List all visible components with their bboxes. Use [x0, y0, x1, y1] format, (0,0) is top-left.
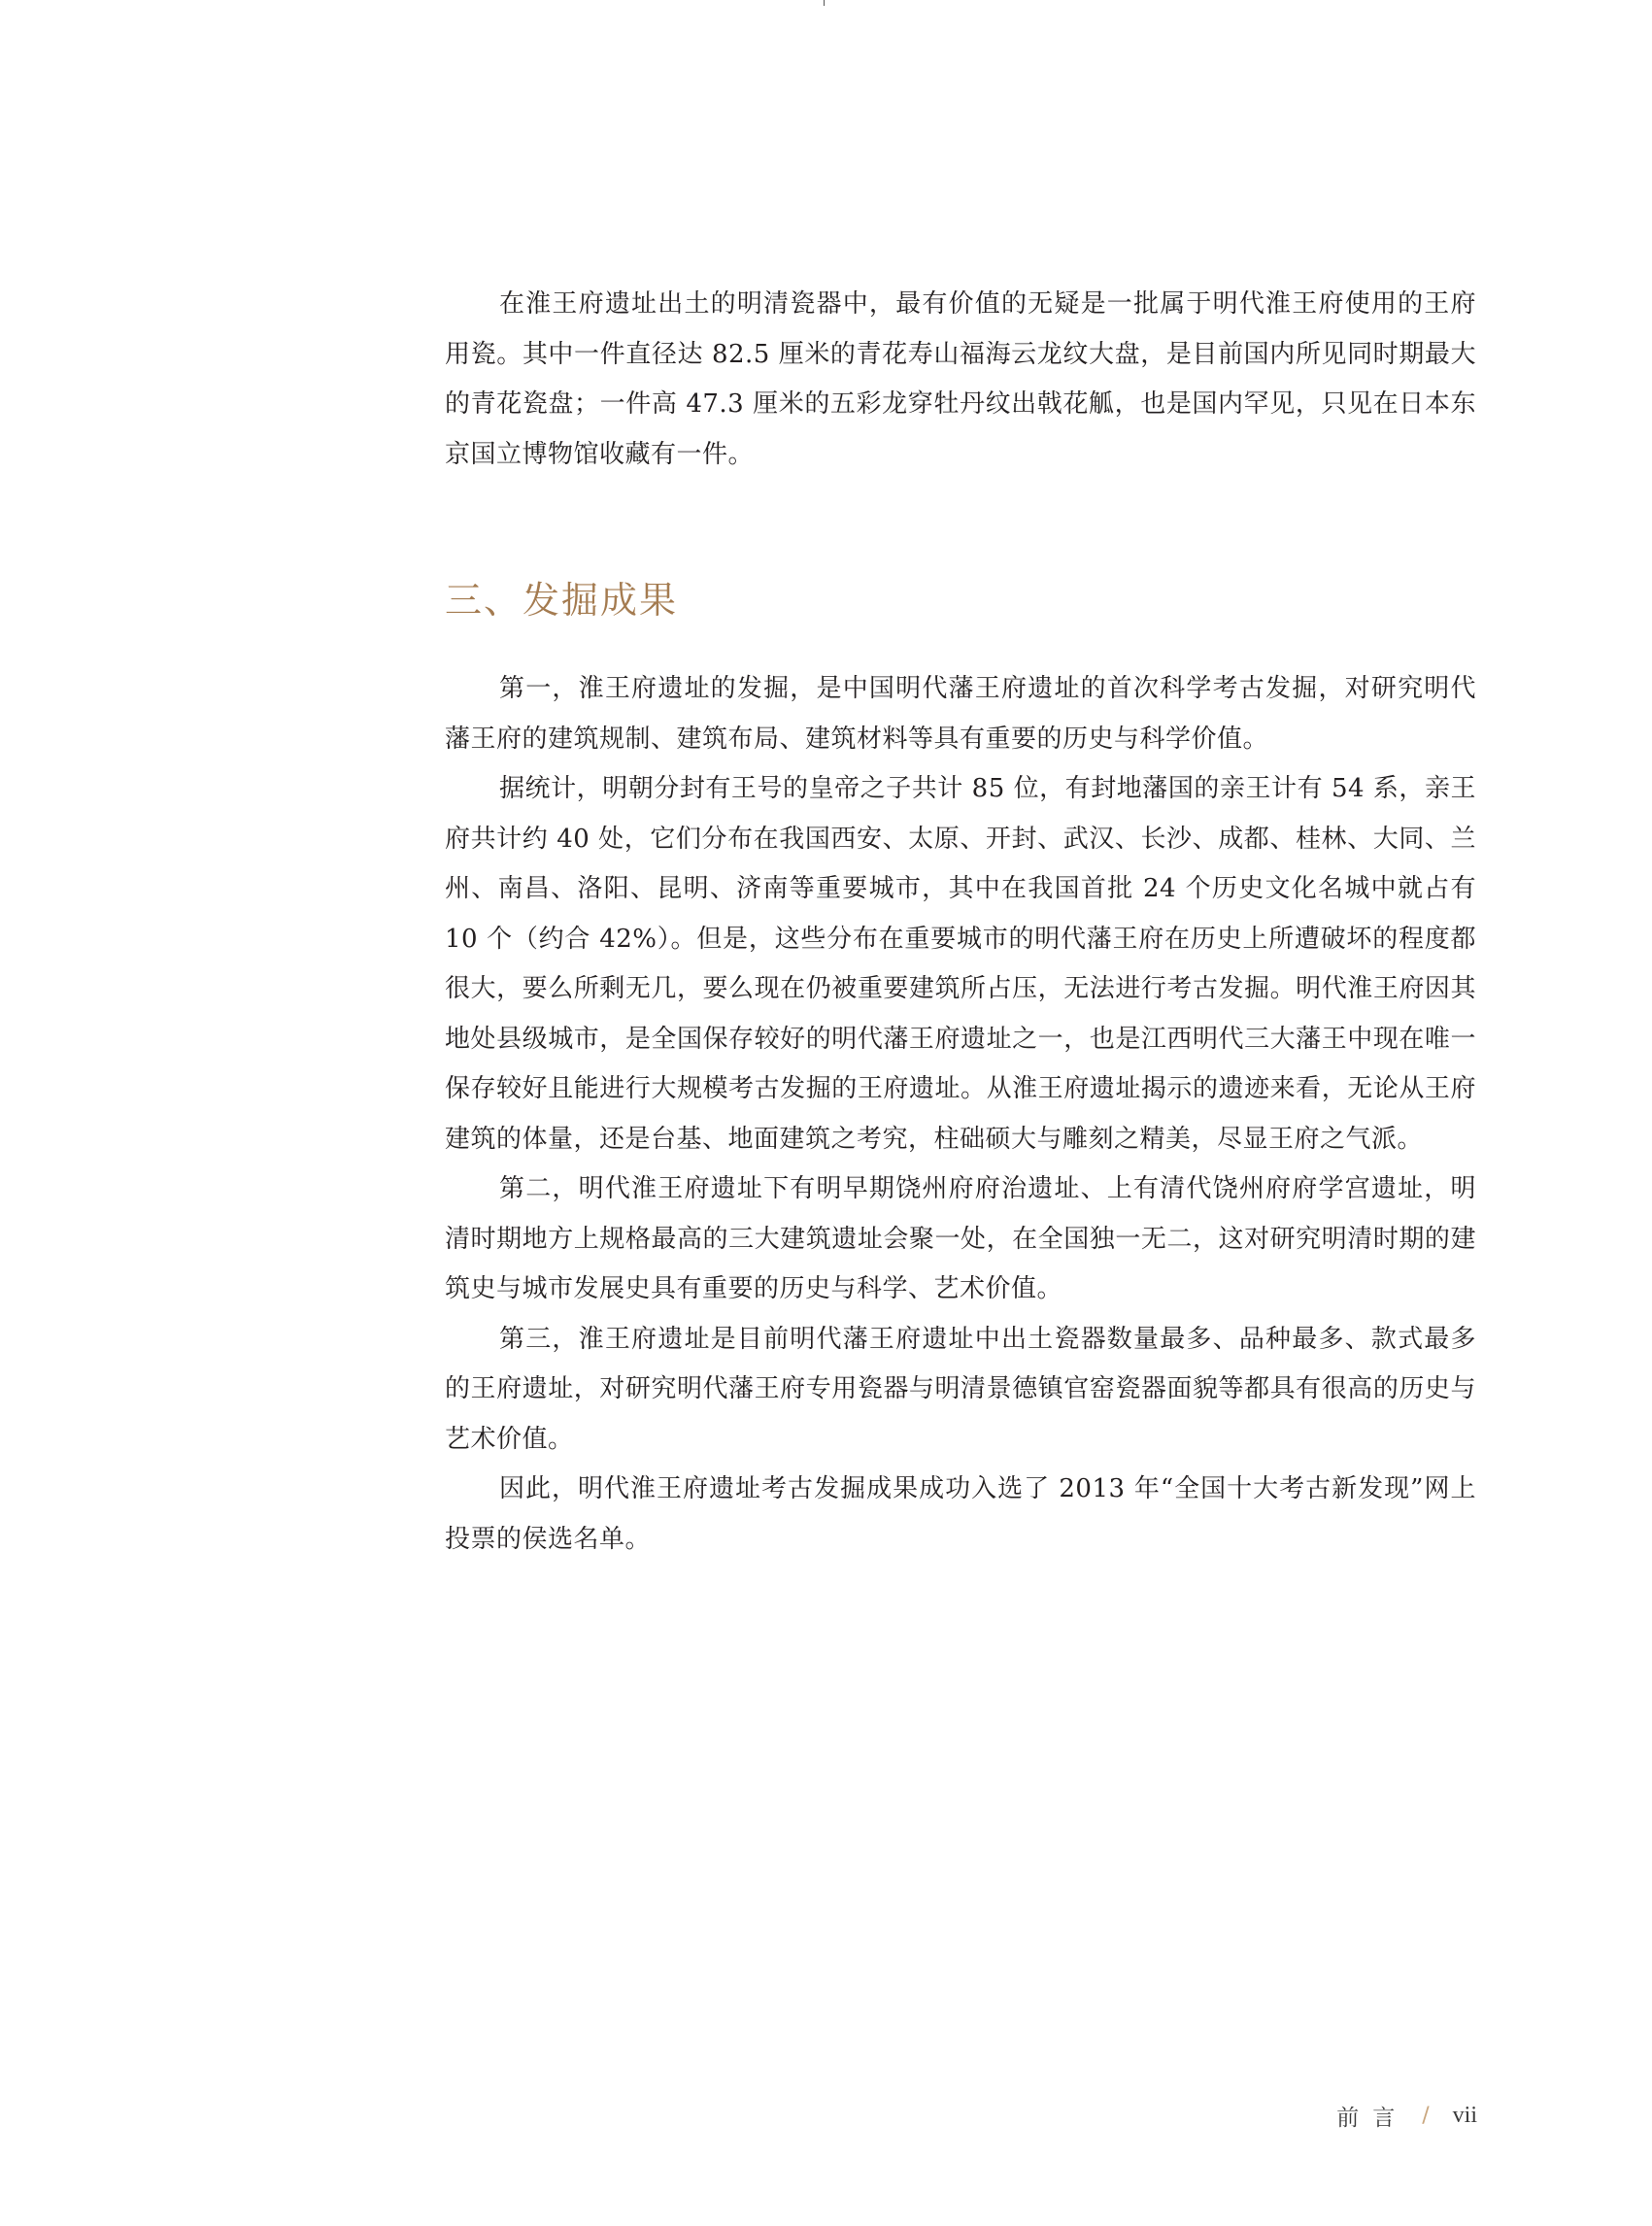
intro-text [445, 280, 1476, 480]
body-paragraph-3: 第二，明代淮王府遗址下有明早期饶州府府治遗址、上有清代饶州府府学宫遗址，明清时期地方上规格最高的三大建筑遗址会聚一处，在全国独一无二，这对研究明清时期的建筑史与城市发展史具有重要的历史与科学、艺术价值。 [445, 1174, 1476, 1303]
body-paragraph-4: 第三，淮王府遗址是目前明代藩王府遗址中出土瓷器数量最多、品种最多、款式最多的王府遗址，对研究明代藩王府专用瓷器与明清景德镇官窑瓷器面貌等都具有很高的历史与艺术价值。 [445, 1324, 1476, 1454]
page-footer [1336, 2100, 1477, 2132]
section-heading: 三、发掘成果 [445, 579, 679, 622]
section-body [445, 664, 1476, 1565]
body-paragraph-2: 据统计，明朝分封有王号的皇帝之子共计 85 位，有封地藩国的亲王计有 54 系，亲王府共计约 40 处，它们分布在我国西安、太原、开封、武汉、长沙、成都、桂林、大同、兰州、南昌、洛阳、昆明、济南等重要城市，其中在我国首批 24 个历史文化名城中就占有 10 个（约合 42%）。但是，这些分布在重要城市的明代藩王府在历史上所遭破坏的程度都很大，要么所剩无几，要么现在仍被重要建筑所占压，无法进行考古发掘。明代淮王府因其地处县级城市，是全国保存较好的明代藩王府遗址之一，也是江西明代三大藩王中现在唯一保存较好且能进行大规模考古发掘的王府遗址。从淮王府遗址揭示的遗迹来看，无论从王府建筑的体量，还是台基、地面建筑之考究，柱础硕大与雕刻之精美，尽显王府之气派。 [445, 774, 1476, 1154]
footer-separator: / [1422, 2104, 1430, 2128]
intro-paragraph: 在淮王府遗址出土的明清瓷器中，最有价值的无疑是一批属于明代淮王府使用的王府用瓷。其中一件直径达 82.5 厘米的青花寿山福海云龙纹大盘，是目前国内所见同时期最大的青花瓷盘；一件高 47.3 厘米的五彩龙穿牡丹纹出戟花觚，也是国内罕见，只见在日本东京国立博物馆收藏有一件。 [445, 289, 1476, 469]
running-title: 前言 [1336, 2106, 1409, 2131]
page-number: vii [1452, 2103, 1477, 2128]
body-paragraph-5: 因此，明代淮王府遗址考古发掘成果成功入选了 2013 年“全国十大考古新发现”网上投票的侯选名单。 [445, 1474, 1476, 1554]
crop-mark [824, 0, 825, 6]
body-paragraph-1: 第一，淮王府遗址的发掘，是中国明代藩王府遗址的首次科学考古发掘，对研究明代藩王府的建筑规制、建筑布局、建筑材料等具有重要的历史与科学价值。 [445, 674, 1476, 754]
